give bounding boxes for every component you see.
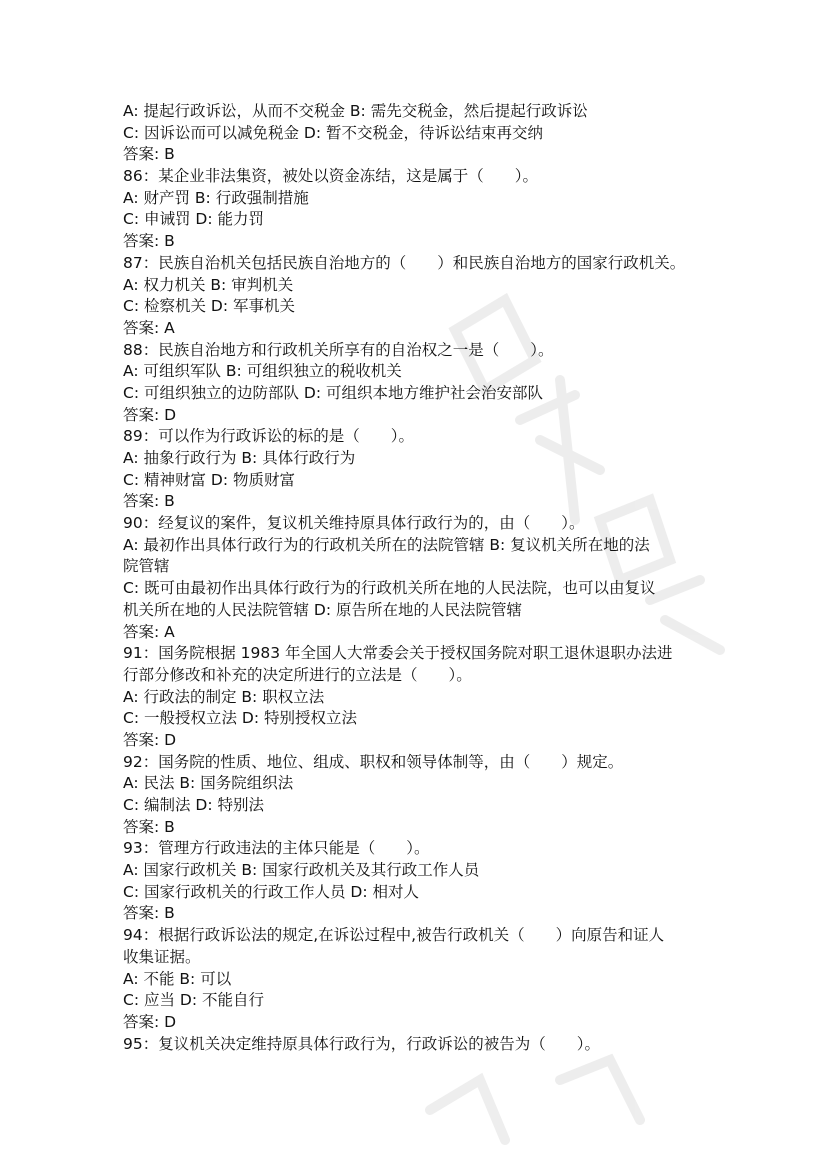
text-line: C: 可组织独立的边防部队 D: 可组织本地方维护社会治安部队 — [123, 383, 543, 402]
text-line: A: 国家行政机关 B: 国家行政机关及其行政工作人员 — [123, 861, 480, 880]
answer-line: 答案: B — [123, 145, 175, 164]
text-line: C: 应当 D: 不能自行 — [123, 991, 264, 1010]
question-line: 87：民族自治机关包括民族自治地方的（ ）和民族自治地方的国家行政机关。 — [123, 253, 686, 272]
question-line: 93：管理方行政违法的主体只能是（ ）。 — [123, 839, 430, 858]
question-line: 92：国务院的性质、地位、组成、职权和领导体制等，由（ ）规定。 — [123, 752, 624, 771]
answer-line: 答案: B — [123, 232, 175, 251]
text-line: A: 不能 B: 可以 — [123, 969, 232, 988]
answer-line: 答案: B — [123, 492, 175, 511]
text-line: A: 民法 B: 国务院组织法 — [123, 774, 294, 793]
text-line: C: 因诉讼而可以减免税金 D: 暂不交税金，待诉讼结束再交纳 — [123, 123, 543, 142]
text-line: C: 国家行政机关的行政工作人员 D: 相对人 — [123, 882, 419, 901]
answer-line: 答案: B — [123, 904, 175, 923]
text-line: 行部分修改和补充的决定所进行的立法是（ ）。 — [123, 665, 472, 684]
text-line: C: 既可由最初作出具体行政行为的行政机关所在地的人民法院，也可以由复议 — [123, 579, 656, 598]
text-line: A: 财产罚 B: 行政强制措施 — [123, 188, 309, 207]
answer-line: 答案: A — [123, 318, 175, 337]
text-line: C: 精神财富 D: 物质财富 — [123, 470, 295, 489]
question-line: 88：民族自治地方和行政机关所享有的自治权之一是（ ）。 — [123, 340, 554, 359]
text-line: A: 最初作出具体行政行为的行政机关所在的法院管辖 B: 复议机关所在地的法 — [123, 535, 650, 554]
answer-line: 答案: B — [123, 817, 175, 836]
question-line: 90：经复议的案件，复议机关维持原具体行政行为的，由（ ）。 — [123, 514, 585, 533]
answer-line: 答案: A — [123, 622, 175, 641]
answer-line: 答案: D — [123, 1012, 177, 1031]
text-line: A: 行政法的制定 B: 职权立法 — [123, 687, 325, 706]
text-line: A: 可组织军队 B: 可组织独立的税收机关 — [123, 362, 402, 381]
answer-line: 答案: D — [123, 730, 177, 749]
text-line: C: 申诫罚 D: 能力罚 — [123, 210, 264, 229]
answer-line: 答案: D — [123, 405, 177, 424]
question-line: 86：某企业非法集资，被处以资金冻结，这是属于（ ）。 — [123, 167, 538, 186]
text-line: C: 一般授权立法 D: 特别授权立法 — [123, 709, 357, 728]
text-line: C: 编制法 D: 特别法 — [123, 796, 264, 814]
text-line: 收集证据。 — [123, 947, 201, 966]
text-line: A: 抽象行政行为 B: 具体行政行为 — [123, 449, 356, 467]
text-line: A: 提起行政诉讼，从而不交税金 B: 需先交税金，然后提起行政诉讼 — [123, 102, 588, 120]
question-line: 91：国务院根据 1983 年全国人大常委会关于授权国务院对职工退休退职办法进 — [123, 644, 673, 663]
document-body — [123, 101, 723, 1055]
question-line: 95：复议机关决定维持原具体行政行为，行政诉讼的被告为（ ）。 — [123, 1034, 600, 1053]
question-line: 94：根据行政诉讼法的规定,在诉讼过程中,被告行政机关（ ）向原告和证人 — [123, 926, 665, 945]
text-line: A: 权力机关 B: 审判机关 — [123, 275, 294, 294]
text-line: 机关所在地的人民法院管辖 D: 原告所在地的人民法院管辖 — [123, 600, 523, 619]
question-line: 89：可以作为行政诉讼的标的是（ ）。 — [123, 427, 414, 446]
text-line: C: 检察机关 D: 军事机关 — [123, 297, 295, 316]
text-line: 院管辖 — [123, 557, 170, 576]
